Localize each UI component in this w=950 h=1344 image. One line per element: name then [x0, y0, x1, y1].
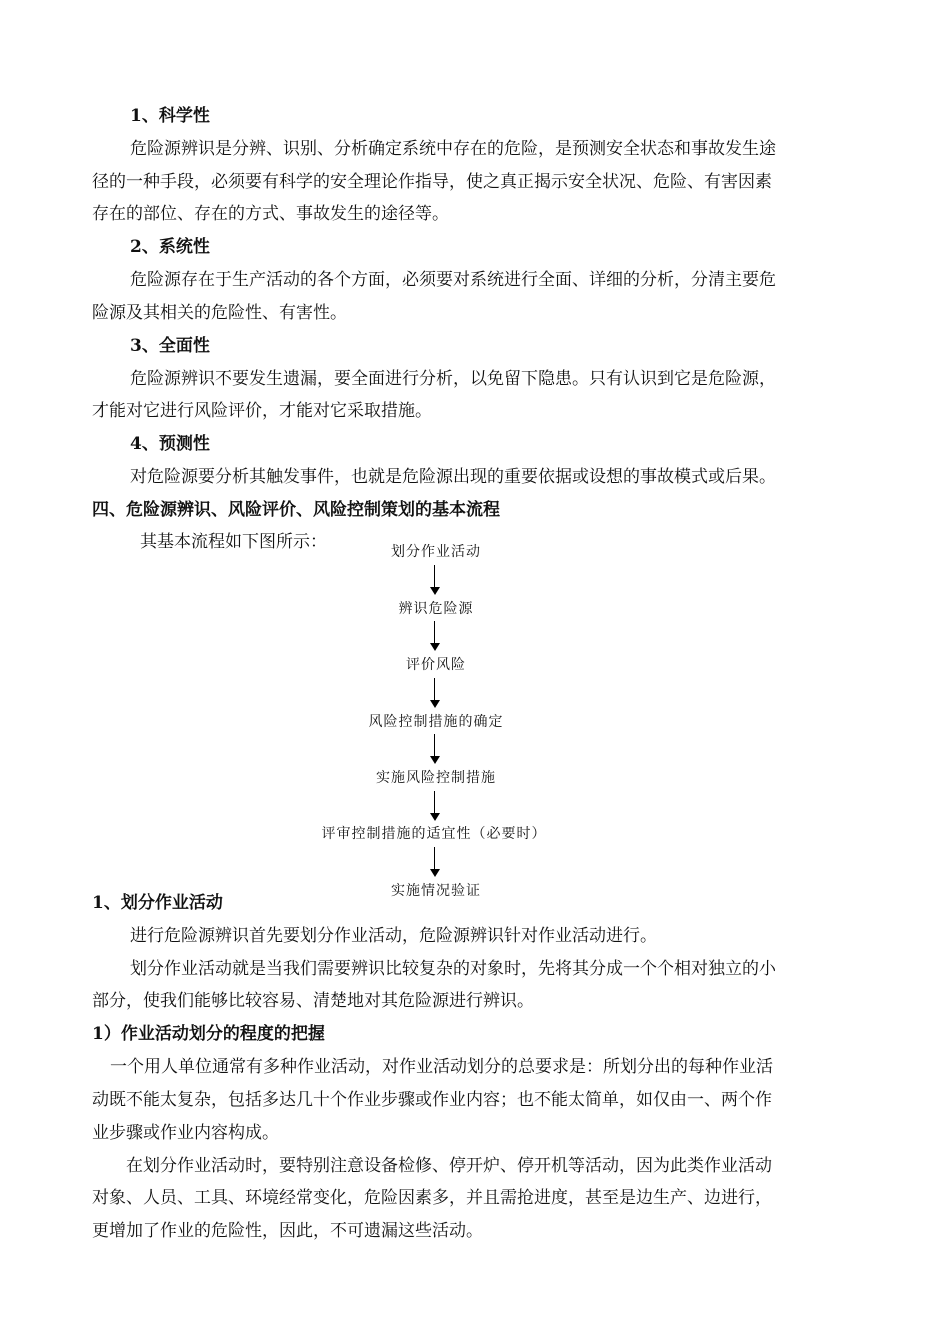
flow-step-implement-controls: 实施风险控制措施	[376, 770, 496, 786]
flow-arrow	[430, 734, 440, 764]
section-heading-scientific: 1、科学性	[130, 106, 210, 126]
flow-step-determine-controls: 风险控制措施的确定	[368, 714, 504, 730]
paragraph-line: 危险源存在于生产活动的各个方面，必须要对系统进行全面、详细的分析，分清主要危	[130, 270, 776, 290]
paragraph-line: 危险源辨识不要发生遗漏，要全面进行分析，以免留下隐患。只有认识到它是危险源，	[130, 369, 776, 389]
paragraph-line: 存在的部位、存在的方式、事故发生的途径等。	[92, 204, 449, 224]
paragraph-line: 业步骤或作业内容构成。	[92, 1123, 279, 1143]
flow-arrow	[430, 565, 440, 595]
paragraph-line: 部分，使我们能够比较容易、清楚地对其危险源进行辨识。	[92, 991, 534, 1011]
section-heading-comprehensive: 3、全面性	[130, 336, 210, 356]
subsection-heading-granularity: 1）作业活动划分的程度的把握	[92, 1024, 325, 1044]
paragraph-line: 在划分作业活动时，要特别注意设备检修、停开炉、停开机等活动，因为此类作业活动	[126, 1156, 772, 1176]
flow-step-divide-activities: 划分作业活动	[391, 544, 481, 560]
flow-arrow	[430, 791, 440, 821]
section-heading-predictive: 4、预测性	[130, 434, 210, 454]
paragraph-line: 对危险源要分析其触发事件，也就是危险源出现的重要依据或设想的事故模式或后果。	[130, 467, 776, 487]
paragraph-line: 进行危险源辨识首先要划分作业活动，危险源辨识针对作业活动进行。	[130, 926, 657, 946]
paragraph-line: 划分作业活动就是当我们需要辨识比较复杂的对象时，先将其分成一个个相对独立的小	[130, 959, 776, 979]
flow-step-review-suitability: 评审控制措施的适宜性（必要时）	[321, 826, 547, 842]
paragraph-line: 对象、人员、工具、环境经常变化，危险因素多，并且需抢进度，甚至是边生产、边进行，	[92, 1188, 772, 1208]
paragraph-line: 动既不能太复杂，包括多达几十个作业步骤或作业内容；也不能太简单，如仅由一、两个作	[92, 1090, 772, 1110]
paragraph-line: 才能对它进行风险评价，才能对它采取措施。	[92, 401, 432, 421]
flow-arrow	[430, 621, 440, 651]
paragraph-line: 更增加了作业的危险性，因此，不可遗漏这些活动。	[92, 1221, 483, 1241]
paragraph-line: 一个用人单位通常有多种作业活动，对作业活动划分的总要求是：所划分出的每种作业活	[110, 1057, 773, 1077]
flow-arrow	[430, 847, 440, 877]
paragraph-line: 险源及其相关的危险性、有害性。	[92, 303, 347, 323]
subsection-heading-divide-activities: 1、划分作业活动	[92, 893, 223, 913]
section-heading-systematic: 2、系统性	[130, 237, 210, 257]
flow-step-verify-implementation: 实施情况验证	[391, 883, 481, 899]
paragraph-line: 径的一种手段，必须要有科学的安全理论作指导，使之真正揭示安全状况、危险、有害因素	[92, 172, 772, 192]
flow-step-identify-hazards: 辨识危险源	[398, 601, 474, 617]
flow-arrow	[430, 678, 440, 708]
flow-step-evaluate-risk: 评价风险	[406, 657, 466, 673]
flow-intro: 其基本流程如下图所示：	[140, 532, 327, 552]
paragraph-line: 危险源辨识是分辨、识别、分析确定系统中存在的危险，是预测安全状态和事故发生途	[130, 139, 776, 159]
main-heading: 四、危险源辨识、风险评价、风险控制策划的基本流程	[92, 500, 500, 520]
